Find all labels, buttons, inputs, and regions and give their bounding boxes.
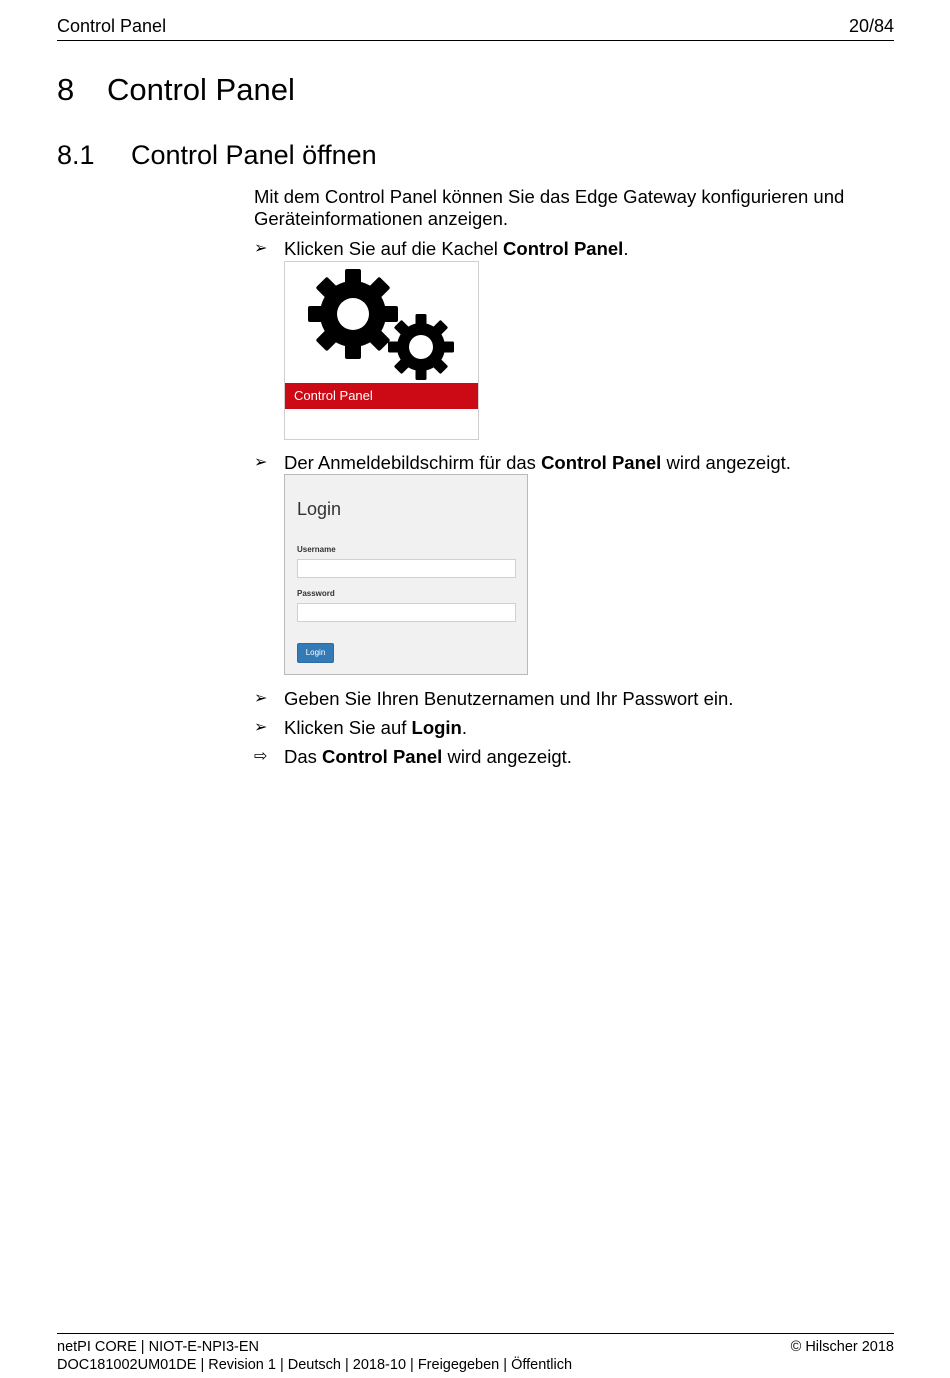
username-label: Username — [297, 545, 336, 554]
footer-document-info: DOC181002UM01DE | Revision 1 | Deutsch | 2018-10 | Freigegeben | Öffentlich — [57, 1357, 573, 1373]
chapter-number: 8 — [57, 72, 75, 107]
section-heading — [57, 140, 377, 171]
footer-copyright: © Hilscher 2018 — [790, 1339, 894, 1355]
section-number: 8.1 — [57, 140, 95, 170]
password-field[interactable] — [297, 603, 516, 622]
step-arrow-icon: ➢ — [254, 719, 268, 736]
step-arrow-icon: ➢ — [254, 240, 268, 257]
page-number: 20/84 — [848, 16, 894, 36]
footer-product: netPI CORE | NIOT-E-NPI3-EN — [57, 1339, 259, 1355]
username-field[interactable] — [297, 559, 516, 578]
step-arrow-icon: ➢ — [254, 690, 268, 707]
header-title: Control Panel — [57, 16, 167, 36]
result-arrow-icon: ⇨ — [254, 748, 268, 765]
page-footer — [57, 1333, 894, 1374]
tile-label: Control Panel — [285, 383, 478, 409]
step-arrow-icon: ➢ — [254, 454, 268, 471]
chapter-heading — [57, 72, 295, 108]
section-title: Control Panel öffnen — [131, 140, 377, 170]
login-button[interactable]: Login — [297, 643, 334, 663]
password-label: Password — [297, 589, 335, 598]
login-title: Login — [297, 499, 342, 519]
control-panel-tile[interactable] — [284, 261, 479, 440]
gears-icon — [305, 266, 455, 384]
page-header — [57, 16, 894, 41]
login-screenshot — [284, 474, 528, 675]
intro-paragraph: Mit dem Control Panel können Sie das Edge Gateway konfigurieren und Geräteinformationen anzeigen. — [254, 186, 845, 229]
chapter-title: Control Panel — [107, 72, 295, 107]
